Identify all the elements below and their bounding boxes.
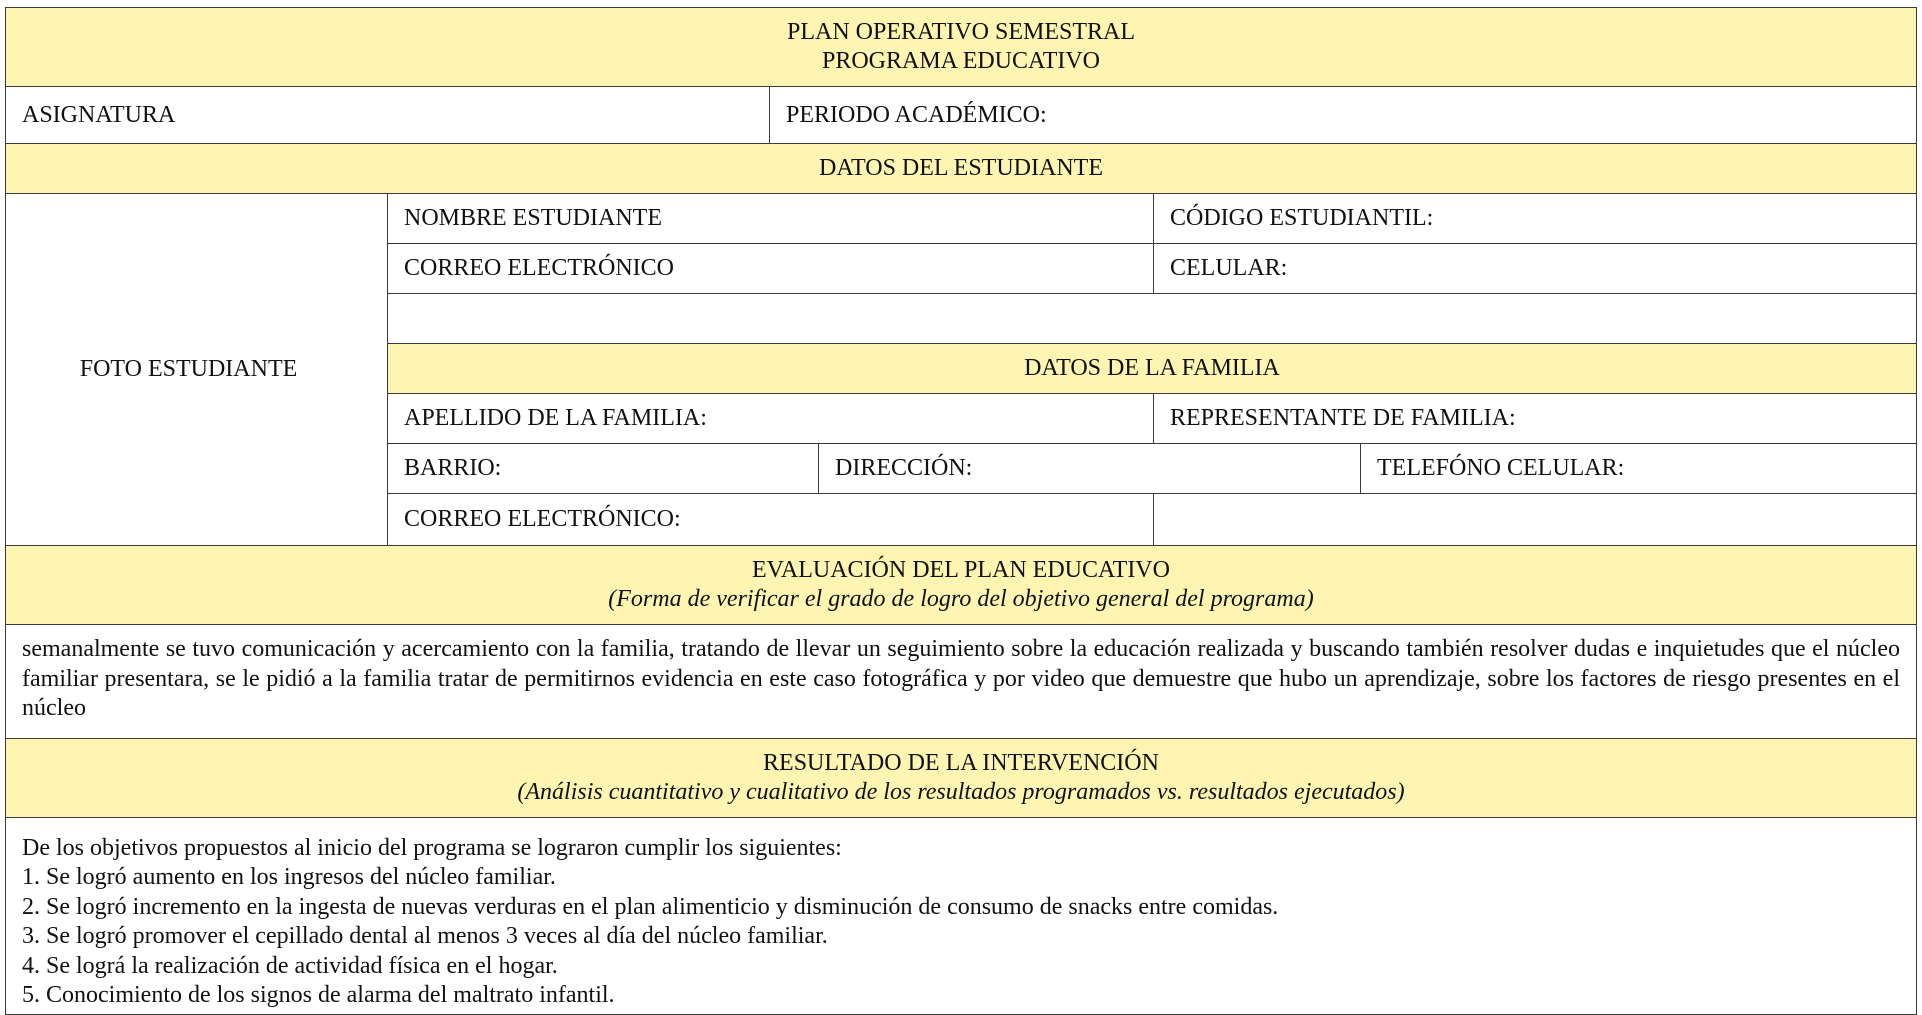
family-representative-cell[interactable]: [1153, 393, 1917, 444]
student-photo-cell[interactable]: [5, 193, 388, 546]
family-neighborhood-label: BARRIO:: [404, 455, 502, 481]
evaluation-title: EVALUACIÓN DEL PLAN EDUCATIVO: [752, 557, 1170, 583]
family-phone-cell[interactable]: [1360, 443, 1917, 494]
result-intro: De los objetivos propuestos al inicio del programa se lograron cumplir los siguientes:: [22, 835, 842, 861]
family-email-cell[interactable]: [387, 493, 1154, 546]
student-phone-label: CELULAR:: [1170, 255, 1288, 281]
family-neighborhood-cell[interactable]: [387, 443, 819, 494]
result-item-2: 2. Se logró incremento en la ingesta de nuevas verduras en el plan alimenticio y disminución de consumo de snacks entre comidas.: [22, 893, 1279, 920]
periodo-academico-cell[interactable]: [769, 86, 1917, 144]
evaluation-header: [5, 545, 1917, 625]
student-phone-cell[interactable]: [1153, 243, 1917, 294]
family-representative-label: REPRESENTANTE DE FAMILIA:: [1170, 405, 1516, 431]
form-title-line1: PLAN OPERATIVO SEMESTRAL: [786, 19, 1136, 45]
student-section-header: [5, 143, 1917, 194]
evaluation-subtitle: (Forma de verificar el grado de logro del objetivo general del programa): [608, 586, 1314, 612]
student-name-label: NOMBRE ESTUDIANTE: [404, 205, 662, 231]
student-photo-label: FOTO ESTUDIANTE: [79, 356, 298, 382]
evaluation-text: semanalmente se tuvo comunicación y acercamiento con la familia, tratando de llevar un seguimiento sobre la educación realizada y buscando también resolver dudas e inquietudes que el núcleo familiar presentara, se le pidió a la familia tratar de permitirnos evidencia en este caso fotográfica y por video que demuestre que hubo un aprendizaje, sobre los factores de riesgo presentes en el núcleo: [22, 636, 1900, 721]
result-header: [5, 738, 1917, 818]
student-code-label: CÓDIGO ESTUDIANTIL:: [1170, 205, 1434, 231]
operative-plan-form: [5, 7, 1917, 1009]
family-email-value-cell[interactable]: [1153, 493, 1917, 546]
family-section-title: DATOS DE LA FAMILIA: [1024, 355, 1280, 381]
periodo-academico-label: PERIODO ACADÉMICO:: [786, 101, 1047, 128]
asignatura-cell[interactable]: [5, 86, 770, 144]
form-title-line2: PROGRAMA EDUCATIVO: [821, 48, 1101, 74]
result-item-3: 3. Se logró promover el cepillado dental al menos 3 veces al día del núcleo familiar.: [22, 923, 828, 950]
result-title: RESULTADO DE LA INTERVENCIÓN: [763, 750, 1159, 776]
result-item-5: 5. Conocimiento de los signos de alarma del maltrato infantil.: [22, 982, 615, 1009]
student-name-cell[interactable]: [387, 193, 1154, 244]
student-email-label: CORREO ELECTRÓNICO: [404, 255, 674, 281]
evaluation-text-cell[interactable]: [5, 624, 1917, 739]
result-subtitle: (Análisis cuantitativo y cualitativo de los resultados programados vs. resultados ejecutados): [517, 779, 1405, 805]
family-surname-cell[interactable]: [387, 393, 1154, 444]
family-section-header: [387, 343, 1917, 394]
asignatura-label: ASIGNATURA: [22, 101, 176, 128]
form-title-header: [5, 7, 1917, 87]
student-section-title: DATOS DEL ESTUDIANTE: [819, 155, 1103, 181]
result-item-4: 4. Se lográ la realización de actividad física en el hogar.: [22, 952, 558, 979]
student-email-cell[interactable]: [387, 243, 1154, 294]
result-text-cell[interactable]: [5, 817, 1917, 1015]
result-item-1: 1. Se logró aumento en los ingresos del núcleo familiar.: [22, 864, 556, 891]
family-address-cell[interactable]: [818, 443, 1361, 494]
student-blank-row[interactable]: [387, 293, 1917, 344]
family-address-label: DIRECCIÓN:: [835, 455, 973, 481]
family-email-label: CORREO ELECTRÓNICO:: [404, 506, 681, 532]
student-code-cell[interactable]: [1153, 193, 1917, 244]
family-surname-label: APELLIDO DE LA FAMILIA:: [404, 405, 707, 431]
family-phone-label: TELEFÓNO CELULAR:: [1377, 455, 1625, 481]
